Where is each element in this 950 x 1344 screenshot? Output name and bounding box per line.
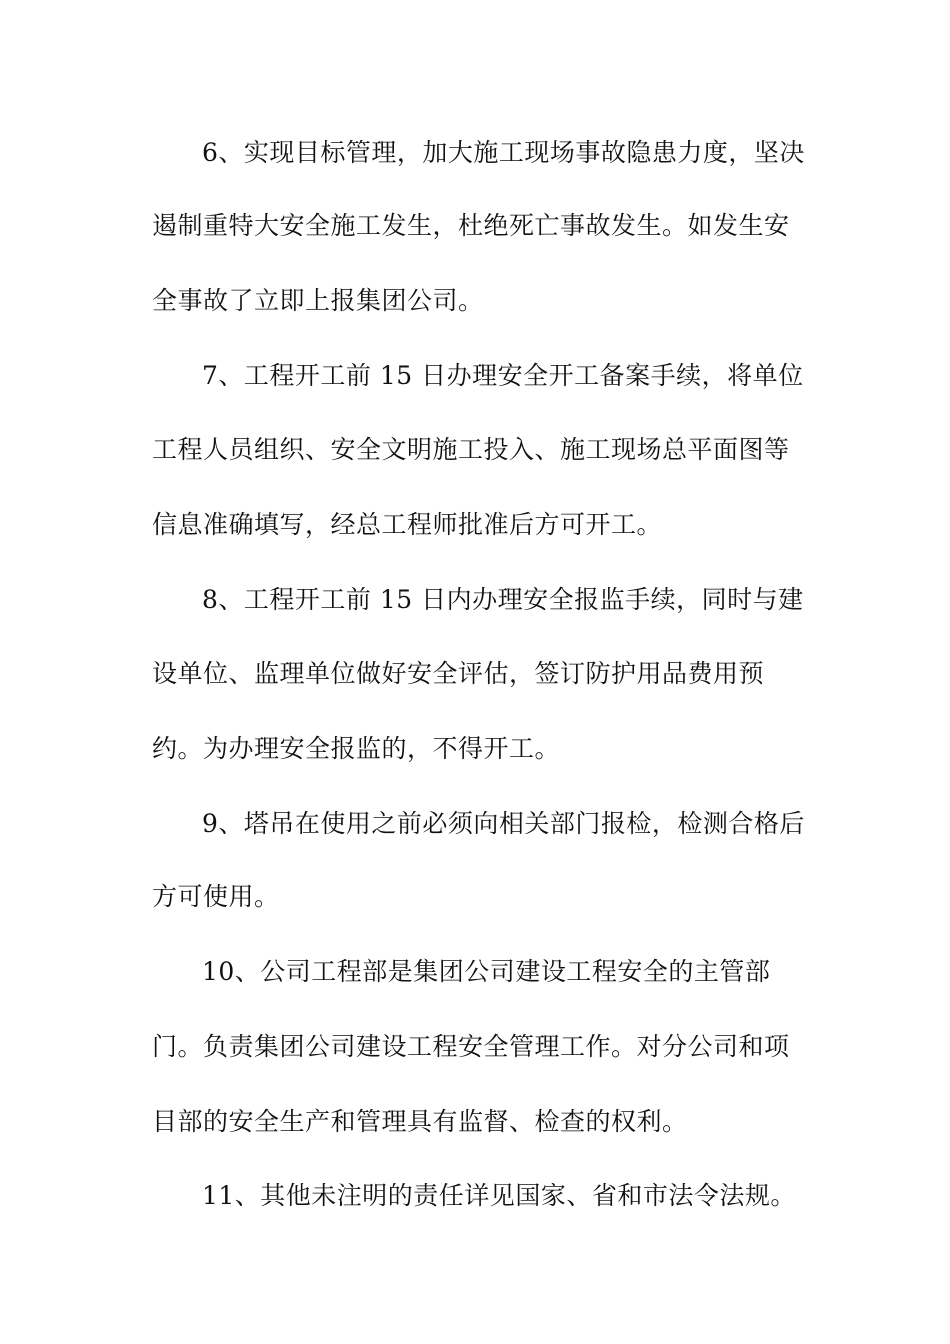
paragraph-6-line-1: 6、实现目标管理，加大施工现场事故隐患力度，坚决 [202, 138, 805, 167]
paragraph-7-line-1: 7、工程开工前 15 日办理安全开工备案手续，将单位 [202, 361, 804, 390]
paragraph-8-line-3: 约。为办理安全报监的，不得开工。 [152, 734, 561, 763]
paragraph-9-line-2: 方可使用。 [152, 882, 280, 911]
paragraph-8-line-2: 设单位、监理单位做好安全评估，签订防护用品费用预 [152, 659, 765, 688]
paragraph-7-line-2: 工程人员组织、安全文明施工投入、施工现场总平面图等 [152, 435, 790, 464]
paragraph-10-line-1: 10、公司工程部是集团公司建设工程安全的主管部 [202, 957, 771, 986]
paragraph-10-line-3: 目部的安全生产和管理具有监督、检查的权利。 [152, 1107, 688, 1136]
paragraph-9-line-1: 9、塔吊在使用之前必须向相关部门报检，检测合格后 [202, 809, 805, 838]
paragraph-8-line-1: 8、工程开工前 15 日内办理安全报监手续，同时与建 [202, 585, 804, 614]
paragraph-11-line-1: 11、其他未注明的责任详见国家、省和市法令法规。 [202, 1181, 796, 1210]
paragraph-6-line-3: 全事故了立即上报集团公司。 [152, 286, 484, 315]
paragraph-6-line-2: 遏制重特大安全施工发生，杜绝死亡事故发生。如发生安 [152, 211, 790, 240]
paragraph-10-line-2: 门。负责集团公司建设工程安全管理工作。对分公司和项 [152, 1032, 790, 1061]
paragraph-7-line-3: 信息准确填写，经总工程师批准后方可开工。 [152, 510, 663, 539]
